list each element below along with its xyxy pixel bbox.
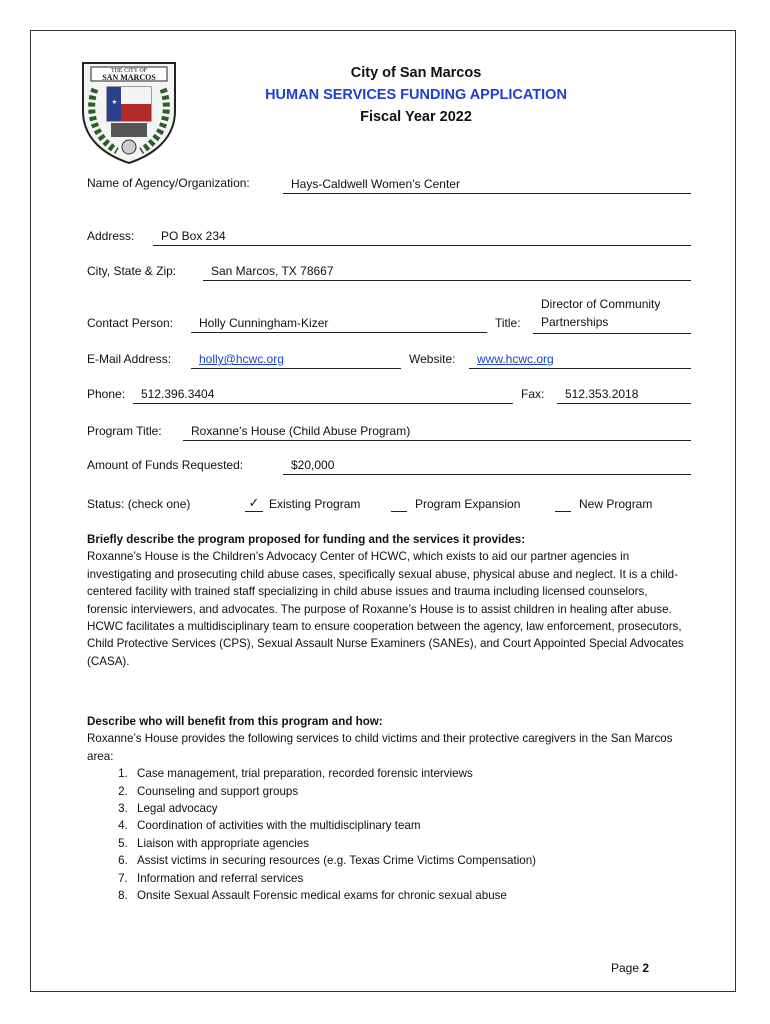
funds-value: $20,000 (291, 458, 335, 472)
website-link[interactable]: www.hcwc.org (477, 352, 554, 366)
program-title-label: Program Title: (87, 424, 162, 438)
existing-program-checkbox[interactable] (245, 495, 263, 512)
contact-label: Contact Person: (87, 316, 174, 330)
contact-field[interactable] (191, 314, 487, 333)
page-number (611, 961, 649, 975)
city-title: City of San Marcos (350, 65, 482, 81)
existing-program-label: Existing Program (269, 497, 361, 511)
page-label: Page (611, 961, 640, 975)
website-field[interactable] (469, 350, 691, 369)
list-item: 4. Coordination of activities with the multidisciplinary team (131, 817, 691, 834)
email-label: E-Mail Address: (87, 352, 172, 366)
city-value: San Marcos, TX 78667 (211, 264, 334, 278)
title-value-line1: Director of Community (541, 297, 661, 311)
city-label: City, State & Zip: (87, 264, 177, 278)
address-label: Address: (87, 229, 135, 243)
funds-label: Amount of Funds Requested: (87, 458, 244, 472)
phone-value: 512.396.3404 (141, 387, 215, 401)
program-expansion-label: Program Expansion (415, 497, 521, 511)
list-item: 1. Case management, trial preparation, recorded forensic interviews (131, 765, 691, 782)
contact-value: Holly Cunningham-Kizer (199, 316, 329, 330)
program-title-field[interactable] (183, 422, 691, 441)
email-link[interactable]: holly@hcwc.org (199, 352, 284, 366)
email-field[interactable] (191, 350, 401, 369)
address-field[interactable] (153, 227, 691, 246)
logo-top-text: THE CITY OF (110, 68, 148, 74)
application-title: HUMAN SERVICES FUNDING APPLICATION (265, 87, 567, 103)
fiscal-year-title: Fiscal Year 2022 (360, 109, 472, 125)
agency-label: Name of Agency/Organization: (87, 176, 250, 190)
title-field[interactable] (533, 295, 691, 334)
beneficiaries-intro: Roxanne’s House provides the following services to child victims and their protective caregivers in the San Marcos area: (87, 732, 673, 763)
services-list (87, 765, 691, 904)
title-label: Title: (495, 316, 521, 330)
agency-field[interactable] (283, 175, 691, 194)
list-item: 7. Information and referral services (131, 870, 691, 887)
program-title-value: Roxanne’s House (Child Abuse Program) (191, 424, 411, 438)
funds-field[interactable] (283, 456, 691, 475)
website-label: Website: (409, 352, 456, 366)
list-item: 2. Counseling and support groups (131, 783, 691, 800)
list-item: 3. Legal advocacy (131, 800, 691, 817)
beneficiaries-section (87, 713, 691, 904)
title-value-line2: Partnerships (541, 315, 609, 329)
new-program-label: New Program (579, 497, 653, 511)
phone-field[interactable] (133, 385, 513, 404)
list-item: 6. Assist victims in securing resources (e.g. Texas Crime Victims Compensation) (131, 852, 691, 869)
program-expansion-checkbox[interactable] (391, 495, 407, 512)
agency-value: Hays-Caldwell Women’s Center (291, 177, 460, 191)
phone-label: Phone: (87, 387, 126, 401)
logo-main-text: SAN MARCOS (102, 73, 156, 82)
check-mark-icon: ✓ (248, 495, 260, 510)
list-item: 8. Onsite Sexual Assault Forensic medical exams for chronic sexual abuse (131, 887, 691, 904)
fax-label: Fax: (521, 387, 545, 401)
program-description-heading: Briefly describe the program proposed for funding and the services it provides: (87, 533, 526, 546)
document-page (30, 30, 736, 992)
city-field[interactable] (203, 262, 691, 281)
program-description-section (87, 531, 687, 670)
program-description-body: Roxanne’s House is the Children’s Advocacy Center of HCWC, which exists to aid our partner agencies in investigating and prosecuting child abuse cases, specifically sexual abuse, physical abuse and neglect. It is a child-centered facility with trained staff specializing in child abuse issues and trauma including licensed counselors, forensic interviewers, and advocates. The purpose of Roxanne’s House is to assist children in healing after abuse. HCWC facilitates a multidisciplinary team to ensure cooperation between the agency, law enforcement, prosecutors, Child Protective Services (CPS), Sexual Assault Nurse Examiners (SANEs), and Court Appointed Special Advocates (CASA). (87, 550, 684, 668)
beneficiaries-heading: Describe who will benefit from this program and how: (87, 715, 383, 728)
new-program-checkbox[interactable] (555, 495, 571, 512)
page-number-value: 2 (642, 961, 650, 975)
fax-value: 512.353.2018 (565, 387, 639, 401)
list-item: 5. Liaison with appropriate agencies (131, 835, 691, 852)
status-label: Status: (check one) (87, 497, 191, 511)
address-value: PO Box 234 (161, 229, 226, 243)
fax-field[interactable] (557, 385, 691, 404)
